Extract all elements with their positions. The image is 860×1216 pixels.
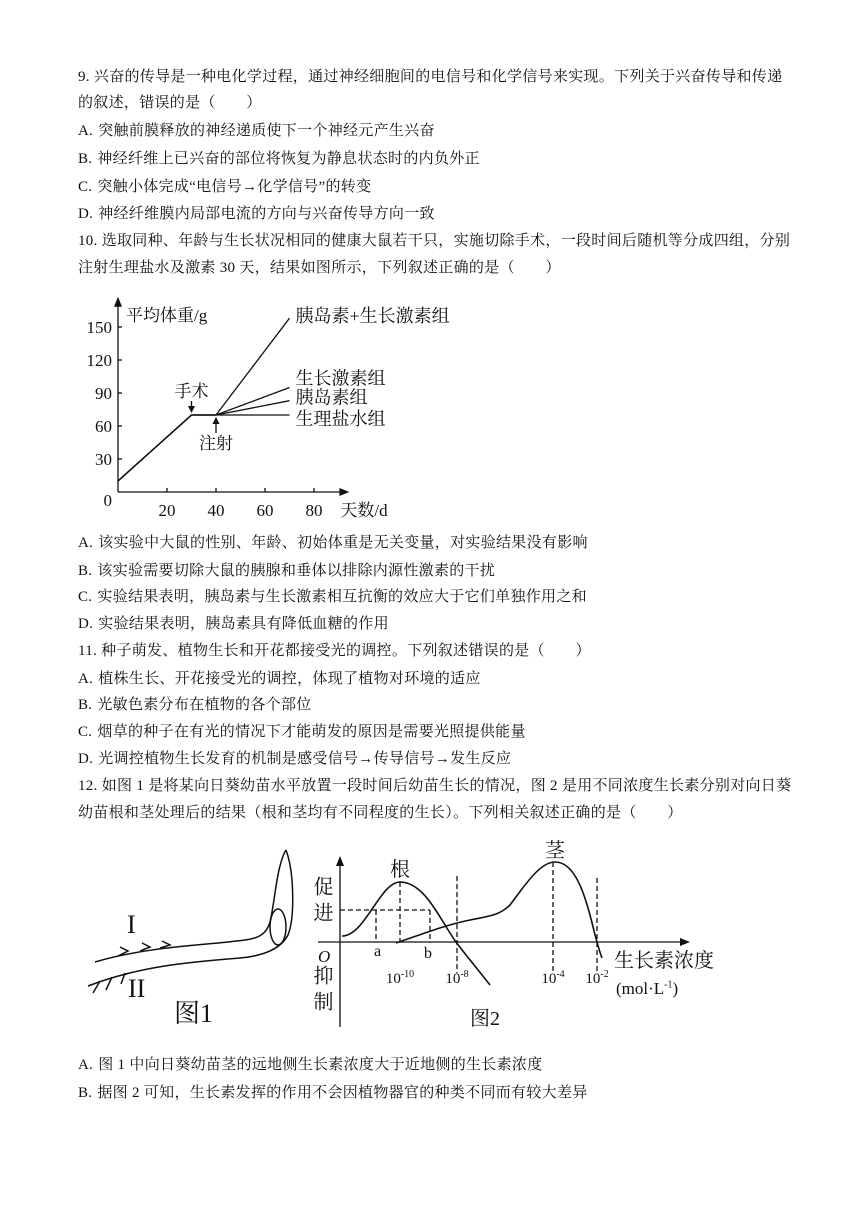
root-curve-label: 根	[390, 859, 410, 881]
x-tick-label: 60	[256, 501, 274, 520]
q11-option-a	[78, 669, 481, 689]
series-label-3: 胰岛素组	[295, 387, 368, 408]
q12-stem-line-1: 12. 如图 1 是将某向日葵幼苗水平放置一段时间后幼苗生长的情况，图 2 是用不同浓度生长素分别对向日葵	[78, 778, 792, 794]
figure2-caption: 图2	[470, 1008, 500, 1030]
figure1-caption: 图1	[174, 999, 214, 1028]
option-label: A.	[78, 671, 94, 687]
option-text: 突触前膜释放的神经递质使下一个神经元产生兴奋	[98, 123, 435, 139]
y-axis-arrowhead	[114, 297, 122, 307]
origin-label: O	[318, 947, 331, 966]
option-text: 烟草的种子在有光的情况下才能萌发的原因是需要光照提供能量	[97, 724, 526, 740]
x-tick-label: 40	[207, 501, 225, 520]
x-axis-arrowhead	[680, 938, 690, 946]
option-label: A.	[78, 1057, 94, 1073]
q10-option-d	[78, 614, 389, 634]
x-axis-unit	[616, 980, 678, 997]
option-text: 实验结果表明，胰岛素与生长激素相互抗衡的效应大于它们单独作用之和	[97, 589, 587, 605]
seedling-upper-outline	[95, 850, 286, 962]
option-label: A.	[78, 535, 94, 551]
tick-base: 10	[585, 971, 601, 987]
y-axis-label: 平均体重/g	[126, 305, 208, 325]
x-tick-label: 80	[305, 501, 323, 520]
tick-exponent: -2	[600, 969, 609, 980]
y-tick-label: 90	[95, 384, 112, 403]
y-tick-label: 30	[95, 450, 112, 469]
origin-label: 0	[103, 491, 112, 510]
unit-text: )	[672, 979, 679, 998]
tick-label-10e-8	[427, 969, 487, 987]
stem-curve-label: 茎	[545, 840, 565, 862]
x-axis-label: 生长素浓度	[614, 950, 714, 972]
q11-option-d	[78, 749, 511, 769]
y-tick-label: 60	[95, 417, 112, 436]
q11-stem-line-1: 11. 种子萌发、植物生长和开花都接受光的调控。下列叙述错误的是（ ）	[78, 643, 591, 659]
q10-option-b	[78, 561, 495, 581]
q9-option-a	[78, 121, 435, 141]
option-label: B.	[78, 697, 93, 713]
q10-stem-line-2: 注射生理盐水及激素 30 天，结果如图所示，下列叙述正确的是（ ）	[78, 260, 561, 276]
option-text: 该实验中大鼠的性别、年龄、初始体重是无关变量，对实验结果没有影响	[98, 535, 588, 551]
q12-option-b	[78, 1083, 588, 1103]
q9-stem-line-1: 9. 兴奋的传导是一种电化学过程，通过神经细胞间的电信号和化学信号来实现。下列关于兴奋传导和传递	[78, 69, 783, 85]
tick-label-10e-10	[370, 969, 430, 987]
y-axis-arrowhead	[336, 856, 344, 866]
y-tick-label: 150	[86, 318, 112, 337]
annotation-label: 手术	[174, 382, 209, 401]
option-text: 神经纤维膜内局部电流的方向与兴奋传导方向一致	[98, 206, 435, 222]
option-label: D.	[78, 751, 94, 767]
q10-option-a	[78, 533, 588, 553]
option-label: B.	[78, 563, 93, 579]
seedling-lower-outline	[88, 850, 293, 986]
annotation-arrowhead	[213, 417, 220, 424]
seedling-drawing	[88, 850, 293, 993]
tick-exponent: -8	[460, 969, 469, 980]
annotation-label: 注射	[199, 434, 233, 453]
option-text: 图 1 中向日葵幼苗茎的远地侧生长素浓度大于近地侧的生长素浓度	[98, 1057, 543, 1073]
inhibit-label: 抑制	[310, 965, 332, 1017]
tick-base: 10	[541, 971, 557, 987]
q10-option-c	[78, 587, 587, 607]
option-label: C.	[78, 589, 93, 605]
option-text: 光调控植物生长发育的机制是感受信号→传导信号→发生反应	[98, 751, 512, 767]
tick-exponent: -4	[556, 969, 565, 980]
option-text: 实验结果表明，胰岛素具有降低血糖的作用	[98, 616, 389, 632]
region-label-lower: II	[128, 974, 146, 1003]
q11-option-c	[78, 722, 526, 742]
q10-stem-line-1: 10. 选取同种、年龄与生长状况相同的健康大鼠若干只，实施切除手术，一段时间后随机等分成四组，分别	[78, 233, 791, 249]
option-text: 该实验需要切除大鼠的胰腺和垂体以排除内源性激素的干扰	[97, 563, 496, 579]
option-label: B.	[78, 1085, 93, 1101]
tick-exponent: -10	[400, 969, 415, 980]
region-label-upper: I	[127, 910, 136, 939]
option-label: A.	[78, 123, 94, 139]
x-axis-label: 天数/d	[340, 501, 388, 520]
x-tick-label: 20	[158, 501, 176, 520]
point-a-label: a	[374, 943, 382, 960]
q9-option-b	[78, 149, 480, 169]
point-b-label: b	[424, 945, 432, 962]
unit-text: (mol·L	[616, 979, 665, 998]
q12-option-a	[78, 1055, 543, 1075]
option-label: B.	[78, 151, 93, 167]
series-label-2: 生长激素组	[295, 368, 386, 389]
tick-base: 10	[385, 971, 401, 987]
x-axis-arrowhead	[339, 488, 349, 496]
series-label-1: 胰岛素+生长激素组	[295, 306, 450, 327]
option-text: 植株生长、开花接受光的调控，体现了植物对环境的适应	[98, 671, 481, 687]
option-label: D.	[78, 206, 94, 222]
q9-option-d	[78, 204, 435, 224]
cotyledon	[270, 909, 286, 945]
annotation-arrowhead	[188, 406, 195, 413]
option-label: C.	[78, 179, 93, 195]
option-text: 神经纤维上已兴奋的部位将恢复为静息状态时的内负外正	[97, 151, 480, 167]
option-text: 突触小体完成“电信号→化学信号”的转变	[97, 179, 372, 195]
stem-curve	[396, 862, 602, 958]
q11-option-b	[78, 695, 312, 715]
option-label: D.	[78, 616, 94, 632]
option-label: C.	[78, 724, 93, 740]
q9-option-c	[78, 177, 371, 197]
y-tick-label: 120	[86, 351, 112, 370]
promote-label: 促进	[310, 876, 332, 928]
q10-weight-chart	[80, 295, 460, 530]
option-text: 据图 2 可知，生长素发挥的作用不会因植物器官的种类不同而有较大差异	[97, 1085, 588, 1101]
option-text: 光敏色素分布在植物的各个部位	[97, 697, 312, 713]
tick-base: 10	[445, 971, 461, 987]
q12-stem-line-2: 幼苗根和茎处理后的结果（根和茎均有不同程度的生长）。下列相关叙述正确的是（ ）	[78, 805, 683, 821]
unit-exponent: -1	[664, 979, 673, 991]
series-label-4: 生理盐水组	[295, 409, 386, 429]
q9-stem-line-2: 的叙述，错误的是（ ）	[78, 95, 262, 111]
